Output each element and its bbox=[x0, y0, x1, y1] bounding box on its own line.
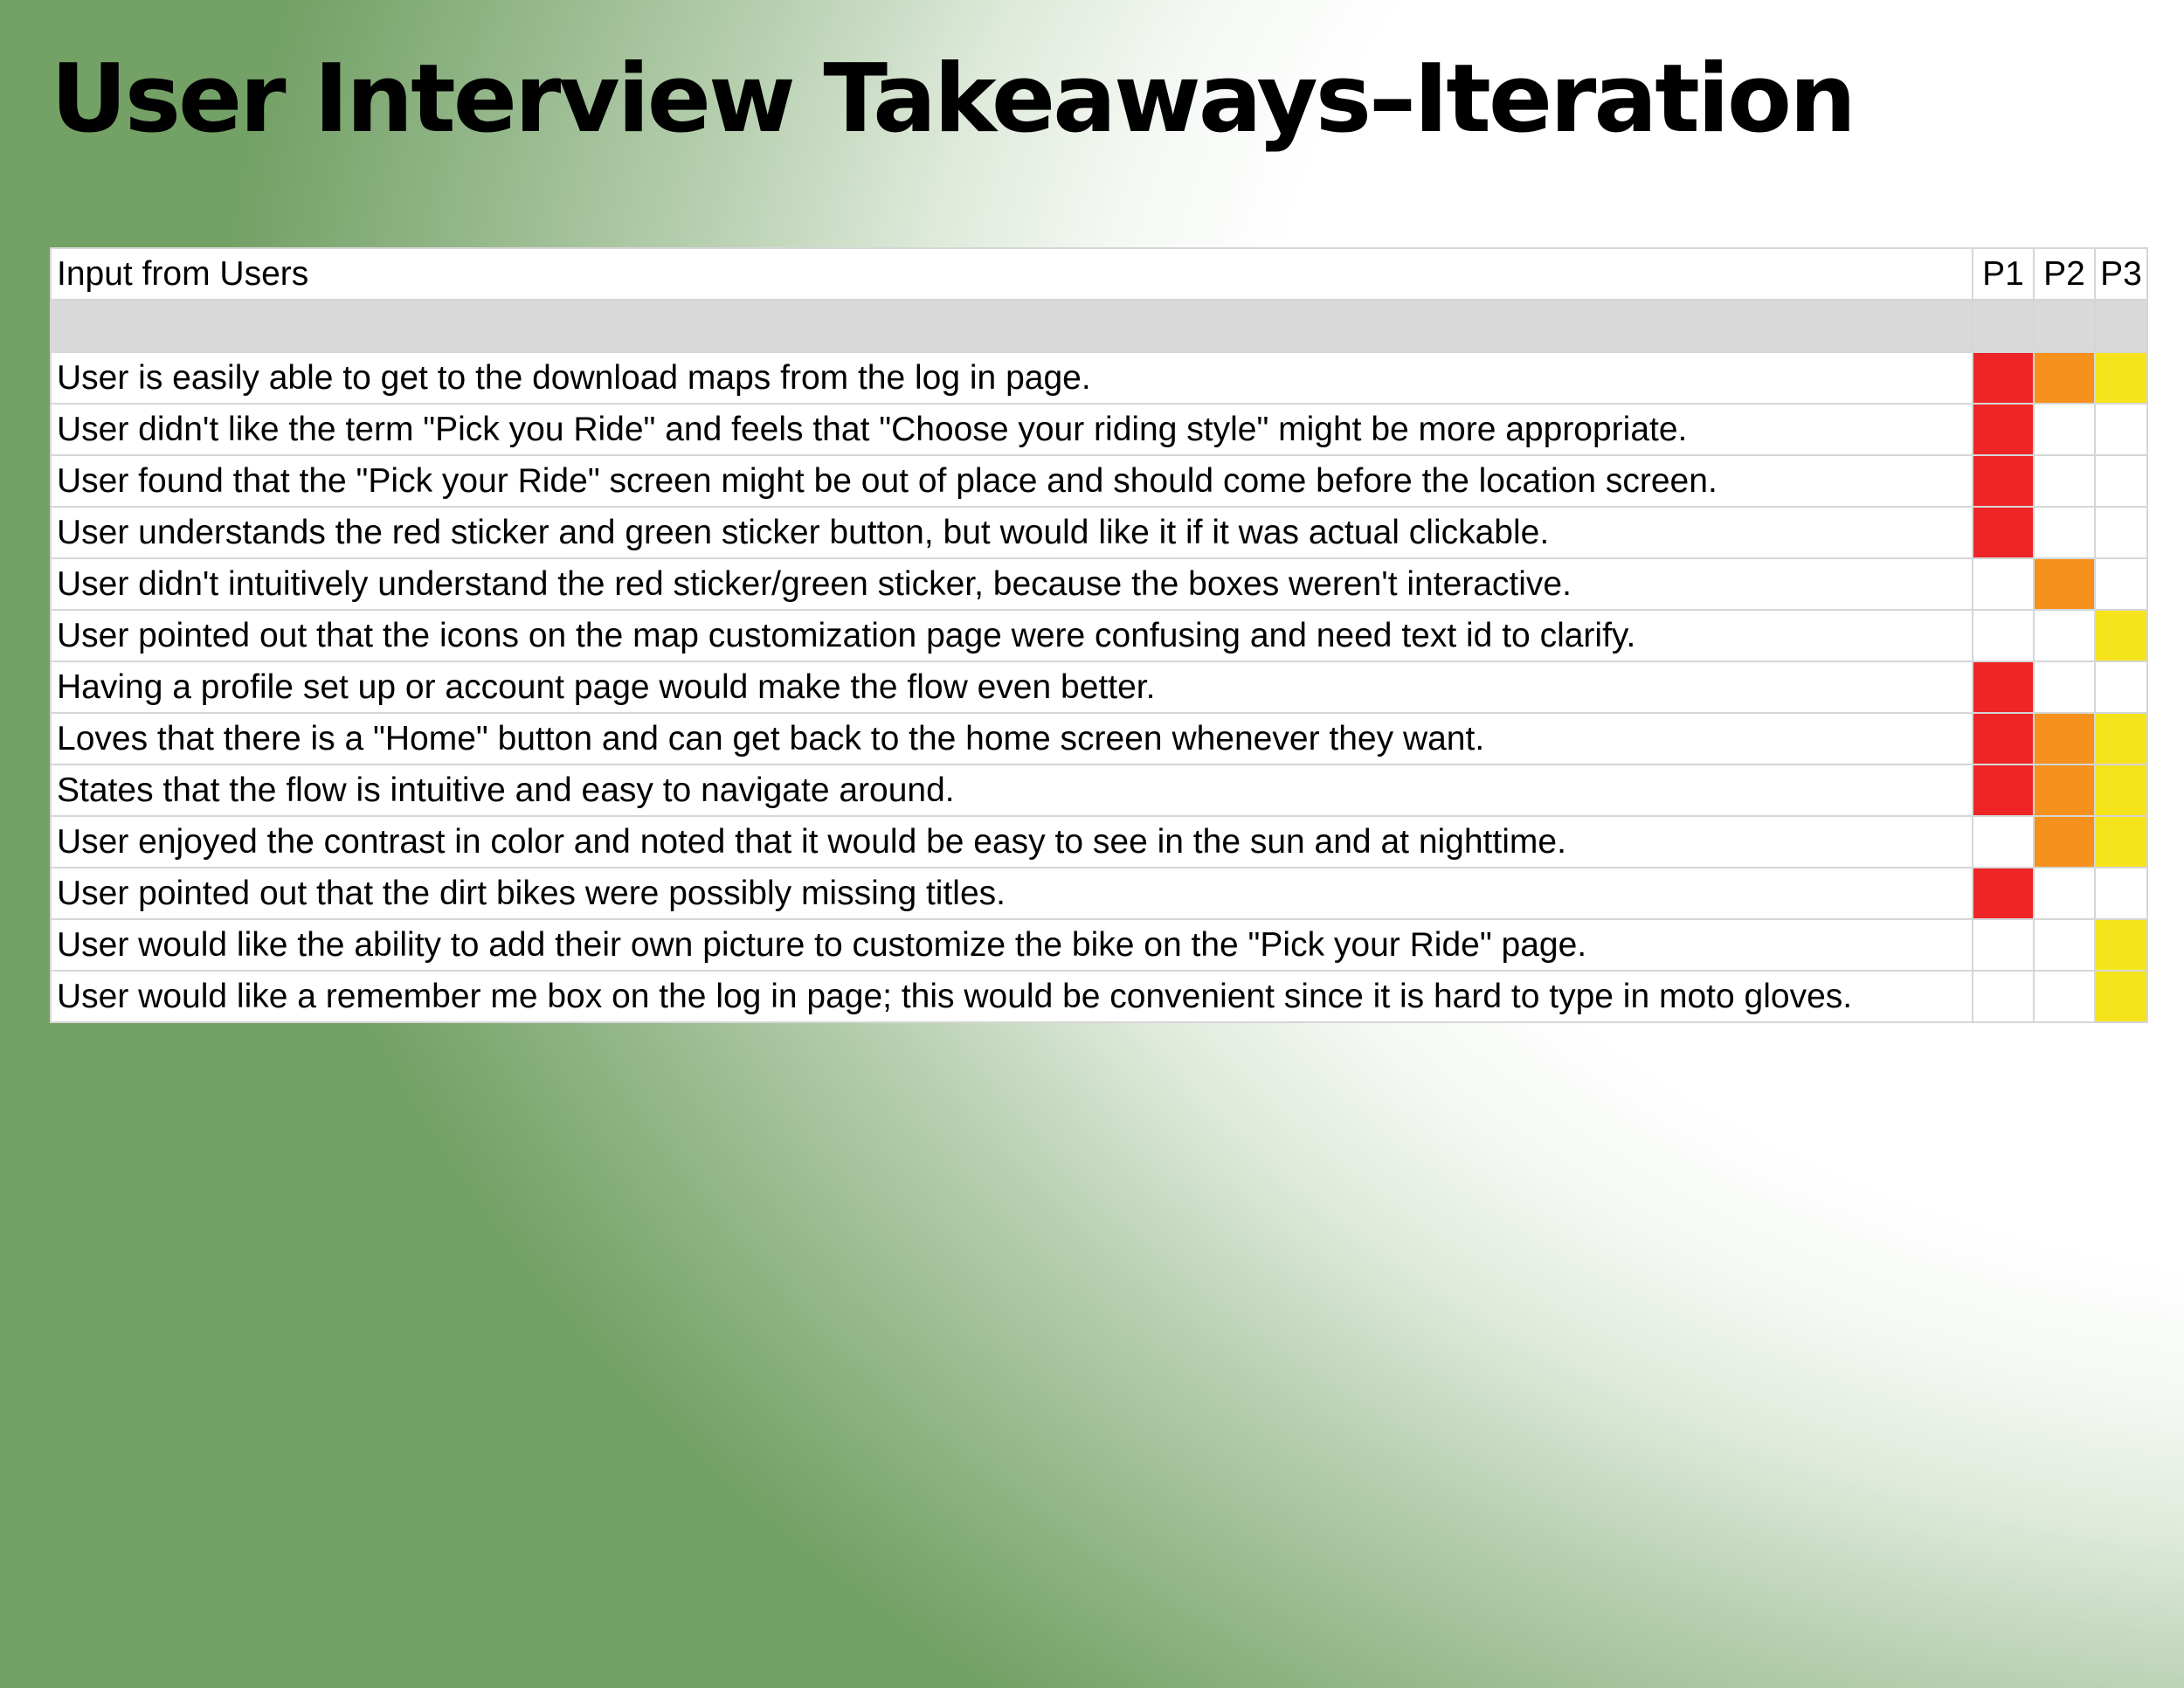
participant-mark-p2 bbox=[2034, 661, 2095, 713]
header-row bbox=[51, 248, 2147, 300]
takeaway-text: Having a profile set up or account page would make the flow even better. bbox=[51, 661, 1973, 713]
participant-mark-p3 bbox=[2095, 455, 2147, 507]
takeaway-text: User pointed out that the icons on the map customization page were confusing and need text id to clarify. bbox=[51, 610, 1973, 661]
participant-mark-p3 bbox=[2095, 713, 2147, 764]
participant-mark-p2 bbox=[2034, 455, 2095, 507]
table-row bbox=[51, 352, 2147, 404]
participant-mark-p1 bbox=[1973, 971, 2034, 1022]
spacer-cell bbox=[2034, 300, 2095, 352]
table-row bbox=[51, 919, 2147, 971]
participant-mark-p2 bbox=[2034, 919, 2095, 971]
participant-mark-p2 bbox=[2034, 507, 2095, 558]
takeaway-text: User didn't like the term "Pick you Ride" and feels that "Choose your riding style" might be more appropriate. bbox=[51, 404, 1973, 455]
participant-mark-p2 bbox=[2034, 404, 2095, 455]
slide-title: User Interview Takeaways–Iteration bbox=[51, 45, 1854, 154]
participant-mark-p2 bbox=[2034, 764, 2095, 816]
input-column-header: Input from Users bbox=[51, 248, 1973, 300]
participant-header-p1: P1 bbox=[1973, 248, 2034, 300]
takeaways-body bbox=[51, 300, 2147, 1022]
participant-mark-p1 bbox=[1973, 610, 2034, 661]
participant-mark-p3 bbox=[2095, 558, 2147, 610]
takeaway-text: User would like a remember me box on the log in page; this would be convenient since it is hard to type in moto gloves. bbox=[51, 971, 1973, 1022]
participant-mark-p1 bbox=[1973, 455, 2034, 507]
participant-mark-p2 bbox=[2034, 352, 2095, 404]
participant-mark-p3 bbox=[2095, 971, 2147, 1022]
participant-mark-p1 bbox=[1973, 868, 2034, 919]
participant-mark-p1 bbox=[1973, 816, 2034, 868]
participant-mark-p3 bbox=[2095, 610, 2147, 661]
participant-header-p2: P2 bbox=[2034, 248, 2095, 300]
table-row bbox=[51, 507, 2147, 558]
participant-mark-p1 bbox=[1973, 764, 2034, 816]
takeaway-text: Loves that there is a "Home" button and can get back to the home screen whenever they want. bbox=[51, 713, 1973, 764]
participant-mark-p1 bbox=[1973, 661, 2034, 713]
spacer-cell bbox=[2095, 300, 2147, 352]
table-row bbox=[51, 661, 2147, 713]
spacer-row bbox=[51, 300, 2147, 352]
table-row bbox=[51, 971, 2147, 1022]
participant-mark-p1 bbox=[1973, 919, 2034, 971]
spacer-cell bbox=[51, 300, 1973, 352]
takeaways-table bbox=[50, 247, 2148, 1023]
takeaway-text: User enjoyed the contrast in color and noted that it would be easy to see in the sun and at nighttime. bbox=[51, 816, 1973, 868]
table-row bbox=[51, 816, 2147, 868]
participant-mark-p3 bbox=[2095, 404, 2147, 455]
participant-mark-p1 bbox=[1973, 558, 2034, 610]
participant-mark-p3 bbox=[2095, 764, 2147, 816]
takeaway-text: User didn't intuitively understand the red sticker/green sticker, because the boxes weren't interactive. bbox=[51, 558, 1973, 610]
takeaway-text: User understands the red sticker and green sticker button, but would like it if it was actual clickable. bbox=[51, 507, 1973, 558]
table-row bbox=[51, 868, 2147, 919]
participant-mark-p2 bbox=[2034, 610, 2095, 661]
participant-mark-p2 bbox=[2034, 971, 2095, 1022]
takeaway-text: User pointed out that the dirt bikes were possibly missing titles. bbox=[51, 868, 1973, 919]
spacer-cell bbox=[1973, 300, 2034, 352]
participant-mark-p1 bbox=[1973, 507, 2034, 558]
participant-mark-p2 bbox=[2034, 713, 2095, 764]
table-row bbox=[51, 455, 2147, 507]
table-row bbox=[51, 713, 2147, 764]
participant-mark-p2 bbox=[2034, 868, 2095, 919]
table-row bbox=[51, 404, 2147, 455]
participant-mark-p2 bbox=[2034, 558, 2095, 610]
participant-mark-p3 bbox=[2095, 661, 2147, 713]
takeaway-text: States that the flow is intuitive and easy to navigate around. bbox=[51, 764, 1973, 816]
participant-mark-p3 bbox=[2095, 816, 2147, 868]
table-row bbox=[51, 610, 2147, 661]
takeaway-text: User found that the "Pick your Ride" screen might be out of place and should come before the location screen. bbox=[51, 455, 1973, 507]
participant-mark-p3 bbox=[2095, 352, 2147, 404]
participant-mark-p3 bbox=[2095, 868, 2147, 919]
participant-mark-p2 bbox=[2034, 816, 2095, 868]
takeaway-text: User is easily able to get to the download maps from the log in page. bbox=[51, 352, 1973, 404]
participant-mark-p1 bbox=[1973, 713, 2034, 764]
participant-mark-p1 bbox=[1973, 352, 2034, 404]
table-row bbox=[51, 558, 2147, 610]
participant-mark-p3 bbox=[2095, 507, 2147, 558]
takeaway-text: User would like the ability to add their own picture to customize the bike on the "Pick your Ride" page. bbox=[51, 919, 1973, 971]
participant-mark-p1 bbox=[1973, 404, 2034, 455]
participant-header-p3: P3 bbox=[2095, 248, 2147, 300]
table-row bbox=[51, 764, 2147, 816]
participant-mark-p3 bbox=[2095, 919, 2147, 971]
